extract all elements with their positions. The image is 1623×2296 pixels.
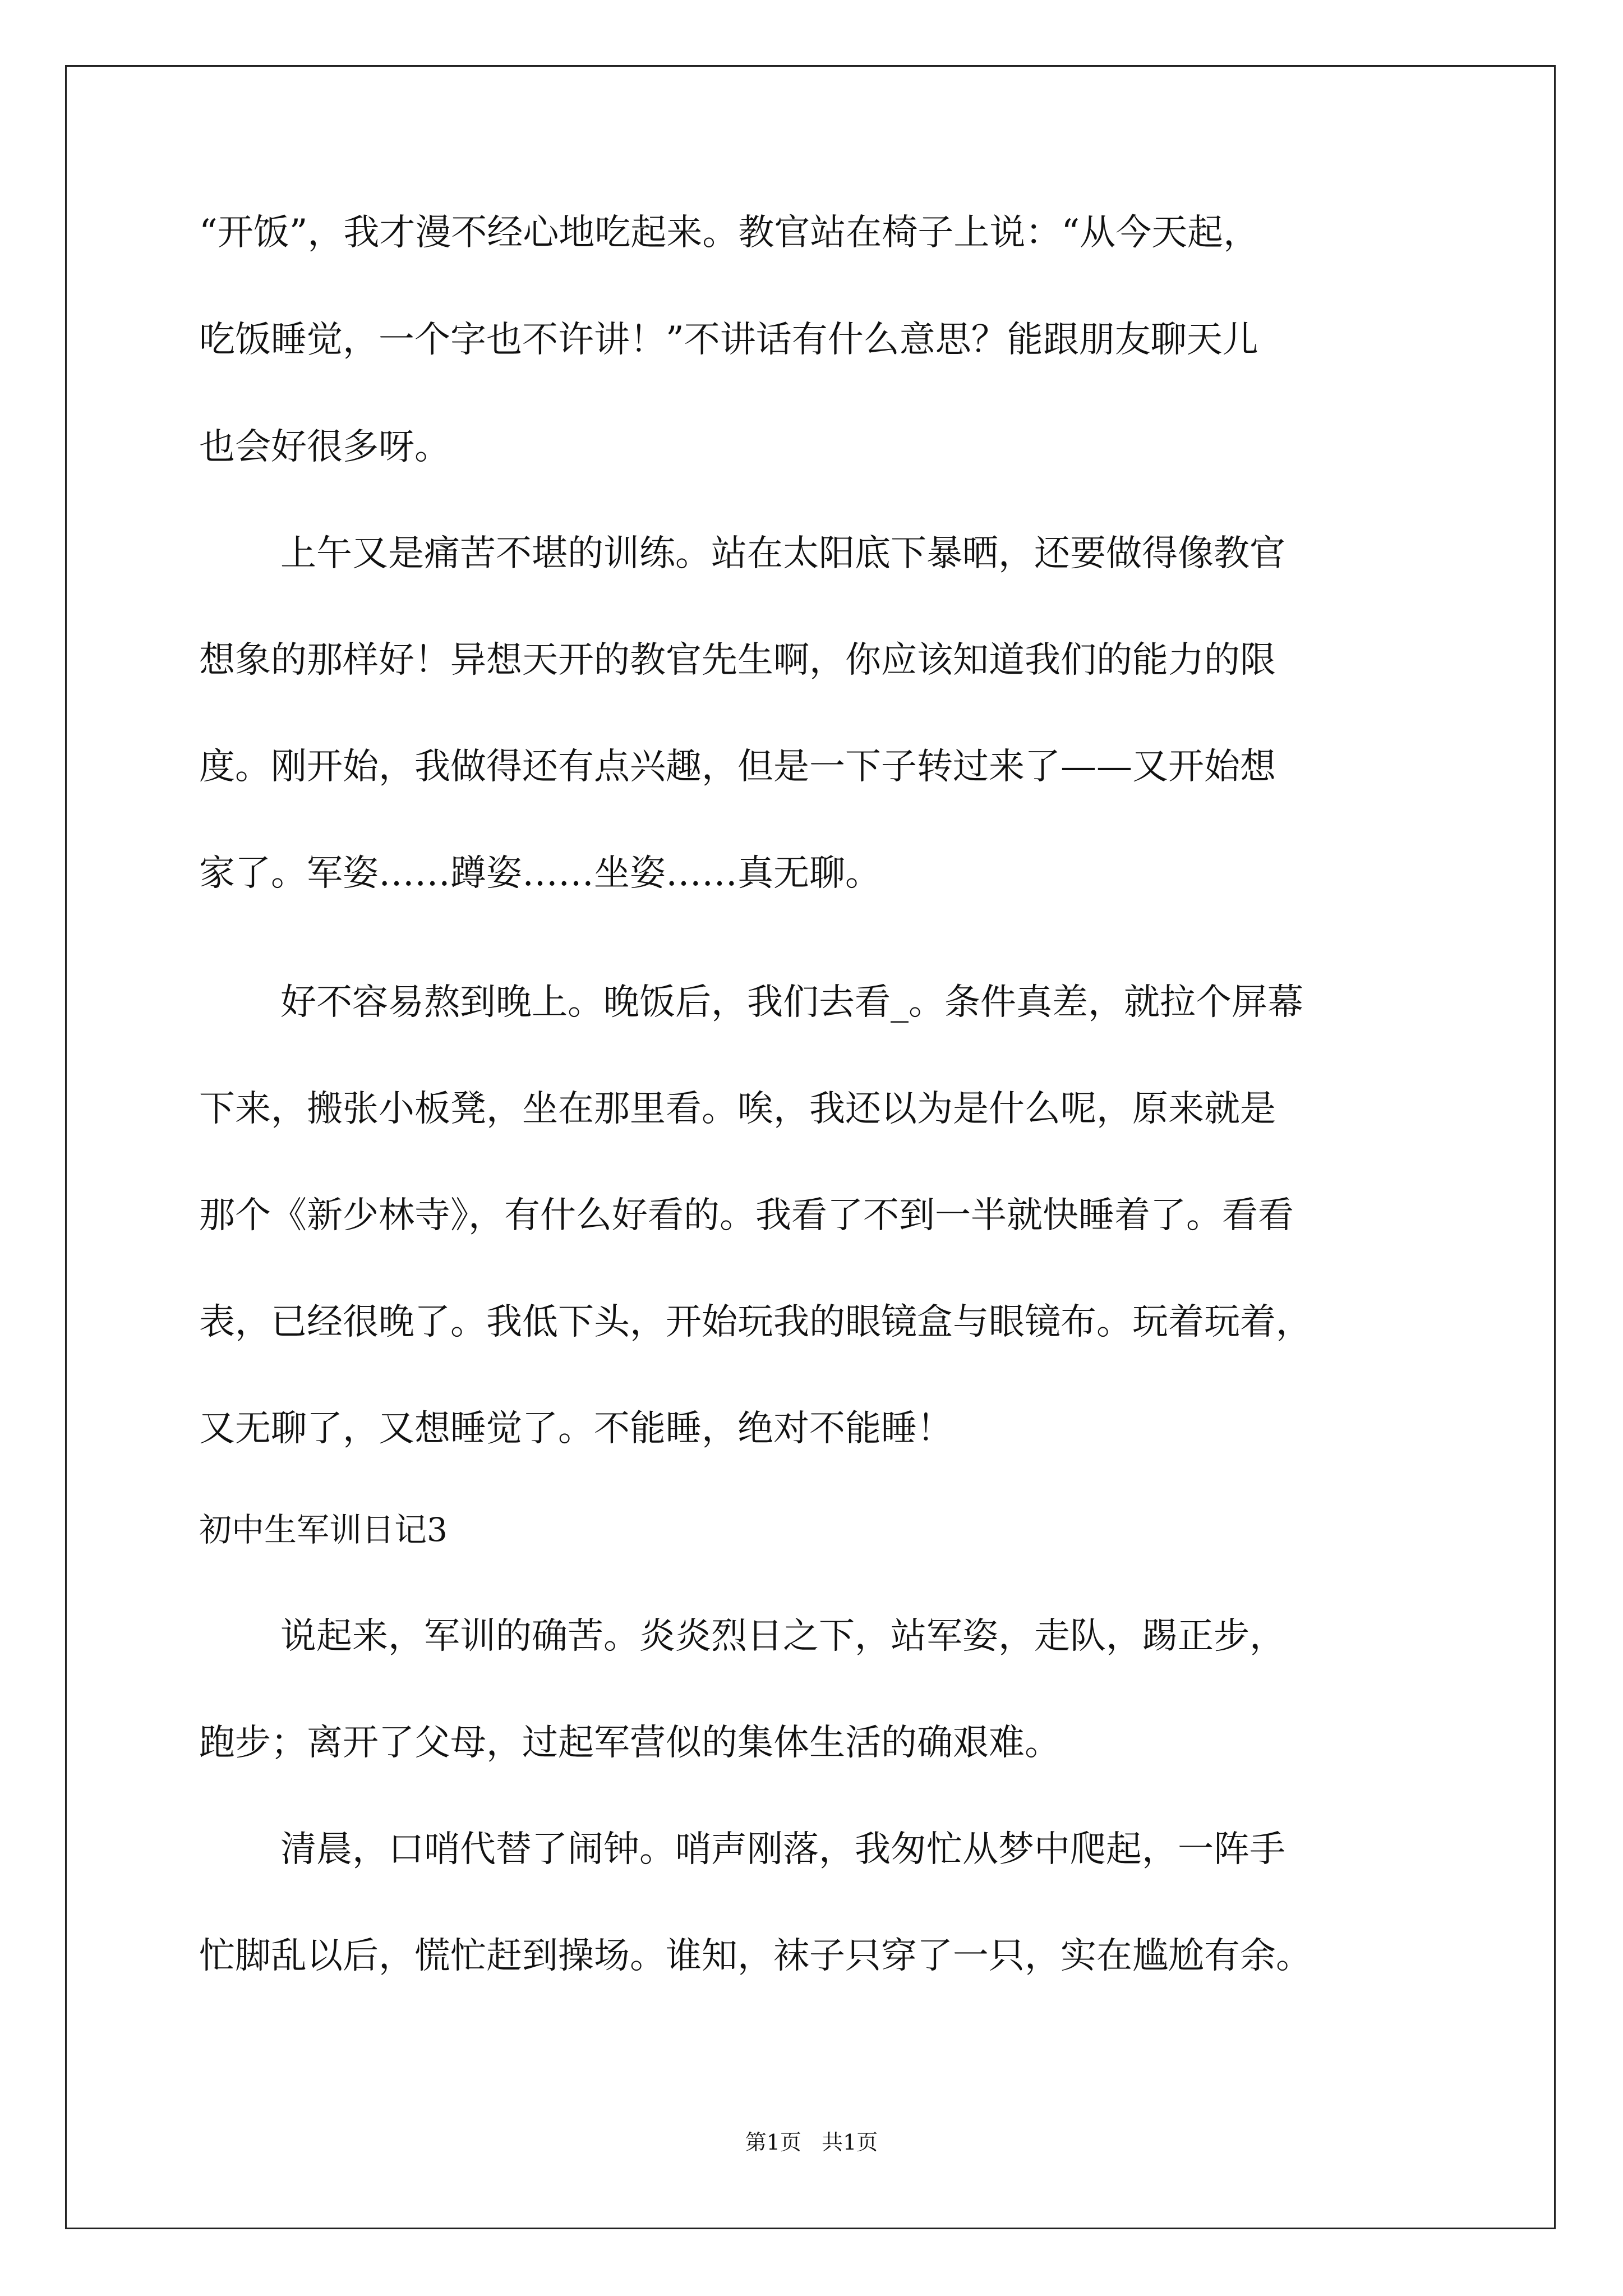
paragraph-line: 吃饭睡觉，一个字也不许讲！”不讲话有什么意思？能跟朋友聊天儿	[199, 319, 1258, 361]
paragraph-line: 也会好很多呀。	[199, 426, 450, 468]
paragraph-line: 跑步；离开了父母，过起军营似的集体生活的确艰难。	[199, 1722, 1061, 1764]
paragraph-line: 表，已经很晚了。我低下头，开始玩我的眼镜盒与眼镜布。玩着玩着，	[199, 1301, 1312, 1343]
page-border	[65, 65, 1556, 2229]
paragraph-line: 那个《新少林寺》，有什么好看的。我看了不到一半就快睡着了。看看	[199, 1195, 1294, 1236]
section-heading: 初中生军训日记3	[199, 1511, 448, 1549]
paragraph-line: 好不容易熬到晚上。晚饭后，我们去看_。条件真差，就拉个屏幕	[280, 982, 1303, 1023]
paragraph-line: 家了。军姿……蹲姿……坐姿……真无聊。	[199, 853, 881, 894]
paragraph-line: 度。刚开始，我做得还有点兴趣，但是一下子转过来了——又开始想	[199, 746, 1276, 788]
paragraph-line: 清晨，口哨代替了闹钟。哨声刚落，我匆忙从梦中爬起，一阵手	[280, 1829, 1285, 1870]
paragraph-line: 下来，搬张小板凳，坐在那里看。唉，我还以为是什么呢，原来就是	[199, 1088, 1276, 1130]
paragraph-line: 又无聊了，又想睡觉了。不能睡，绝对不能睡！	[199, 1408, 953, 1450]
paragraph-line: 忙脚乱以后，慌忙赶到操场。谁知，袜子只穿了一只，实在尴尬有余。	[199, 1935, 1312, 1977]
paragraph-line: “开饭”，我才漫不经心地吃起来。教官站在椅子上说：“从今天起，	[199, 212, 1260, 254]
page-number-footer: 第1页 共1页	[745, 2130, 878, 2155]
paragraph-line: 说起来，军训的确苦。炎炎烈日之下，站军姿，走队，踢正步，	[280, 1616, 1285, 1657]
paragraph-line: 想象的那样好！异想天开的教官先生啊，你应该知道我们的能力的限	[199, 639, 1276, 681]
paragraph-line: 上午又是痛苦不堪的训练。站在太阳底下暴晒，还要做得像教官	[280, 533, 1285, 574]
